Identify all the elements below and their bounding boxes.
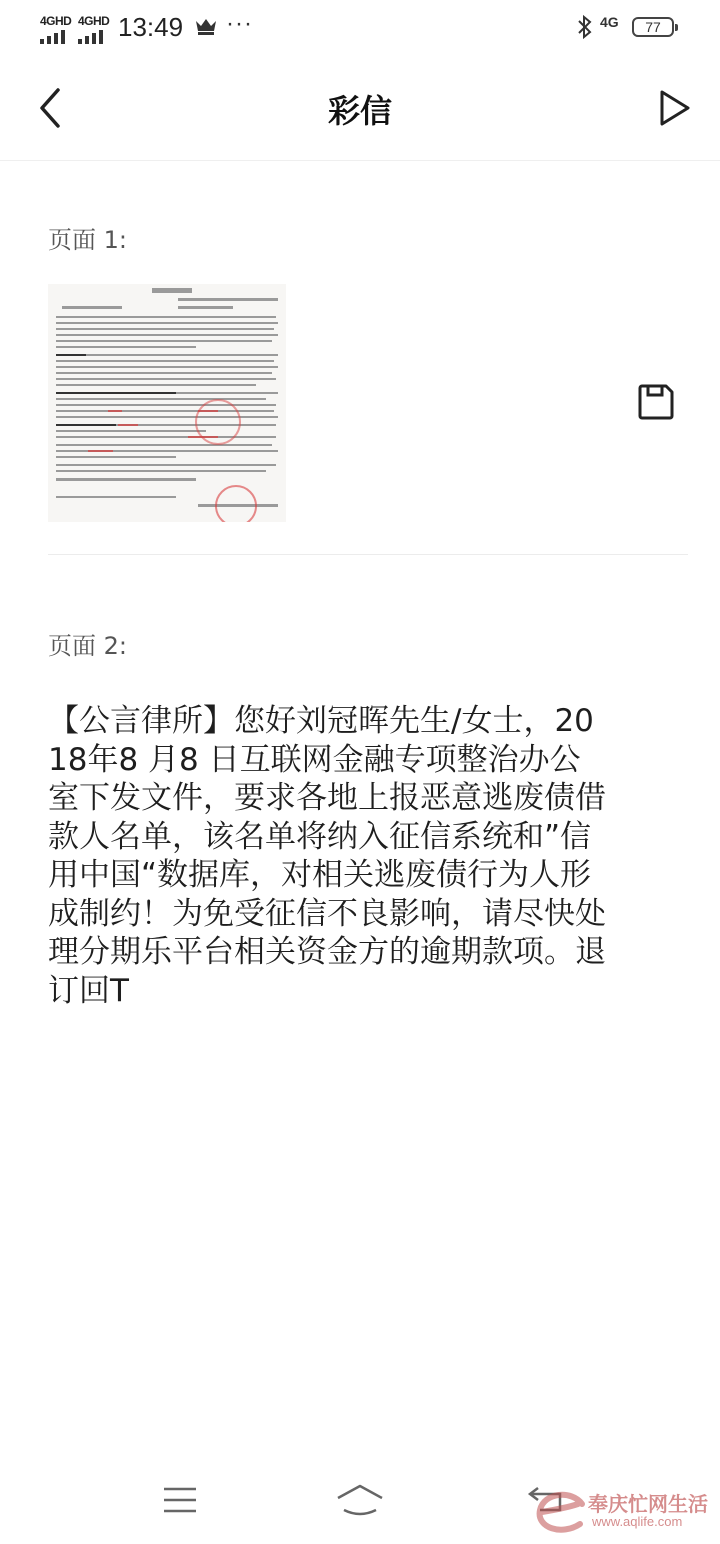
battery-icon [632,17,674,37]
watermark-url: www.aqlife.com [592,1514,683,1529]
page-title: 彩信 [327,92,392,130]
home-icon[interactable] [332,1480,388,1520]
watermark-text: 奉庆忙网生活 [588,1492,708,1516]
bluetooth-icon [576,14,594,40]
save-icon[interactable] [634,380,678,424]
menu-icon[interactable] [152,1480,208,1520]
page-label: 页面 2: [48,632,127,660]
watermark-e-icon [532,1484,592,1540]
status-time: 13:49 [118,12,184,42]
page-label: 页面 1: [48,226,127,254]
more-notifications-icon: ··· [226,10,253,37]
network-type: 4GHD [78,14,110,28]
network-type: 4GHD [40,14,72,28]
battery-level: 77 [645,19,661,35]
status-bar [0,0,720,56]
watermark-logo [532,1484,712,1540]
document-image-thumbnail[interactable] [48,284,286,522]
play-button[interactable] [652,86,696,130]
divider [48,554,688,555]
network-type-right: 4G [600,14,619,30]
message-text: 【公言律所】您好刘冠晖先生/女士，2018年8 月8 日互联网金融专项整治办公室下发文件，要求各地上报恶意逃废债借款人名单，该名单将纳入征信系统和”信用中国“数据库，对相关逃废债行为人形成制约！为免受征信不良影响，请尽快处理分期乐平台相关资金方的逾期款项。退订回T [48,703,606,1009]
crown-icon [194,16,218,36]
header [0,56,720,161]
